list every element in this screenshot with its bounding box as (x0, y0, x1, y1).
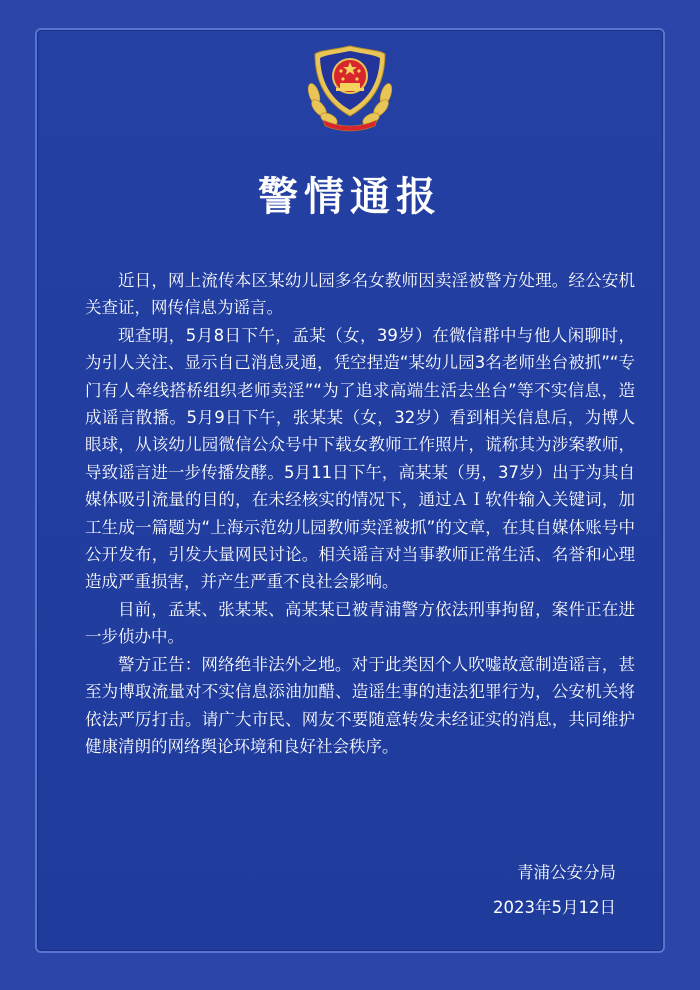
page-title: 警情通报 (258, 174, 442, 220)
paragraph-status: 目前，孟某、张某某、高某某已被青浦警方依法刑事拘留，案件正在进一步侦办中。 (85, 599, 635, 647)
issue-date: 2023年5月12日 (493, 898, 616, 917)
paragraph-intro: 近日，网上流传本区某幼儿园多名女教师因卖淫被警方处理。经公安机关查证，网传信息为谣言。 (85, 271, 635, 318)
paragraph-findings: 现查明，5月8日下午，孟某（女，39岁）在微信群中与他人闲聊时，为引人关注、显示自己消息灵通，凭空捏造“某幼儿园3名老师坐台被抓”“专门有人牵线搭桥组织老师卖淫”“为了追求高端生活去坐台”等不实信息，造成谣言散播。5月9日下午，张某某（女，32岁）看到相关信息后，为博人眼球，从该幼儿园微信公众号中下载女教师工作照片，谎称其为涉案教师，导致谣言进一步传播发酵。5月11日下午，高某某（男，37岁）出于为其自媒体吸引流量的目的，在未经核实的情况下，通过ＡＩ软件输入关键词，加工生成一篇题为“上海示范幼儿园教师卖淫被抓”的文章，在其自媒体账号中公开发布，引发大量网民讨论。相关谣言对当事教师正常生活、名誉和心理造成严重损害，并产生严重不良社会影响。 (85, 325, 635, 592)
issuer-name: 青浦公安分局 (517, 863, 616, 882)
police-emblem-icon (305, 40, 395, 132)
notice-body (85, 267, 635, 760)
paragraph-warning: 警方正告：网络绝非法外之地。对于此类因个人吹嘘故意制造谣言，甚至为博取流量对不实信息添油加醋、造谣生事的违法犯罪行为，公安机关将依法严厉打击。请广大市民、网友不要随意转发未经证实的消息，共同维护健康清朗的网络舆论环境和良好社会秩序。 (85, 654, 635, 756)
signature-block (493, 855, 616, 925)
